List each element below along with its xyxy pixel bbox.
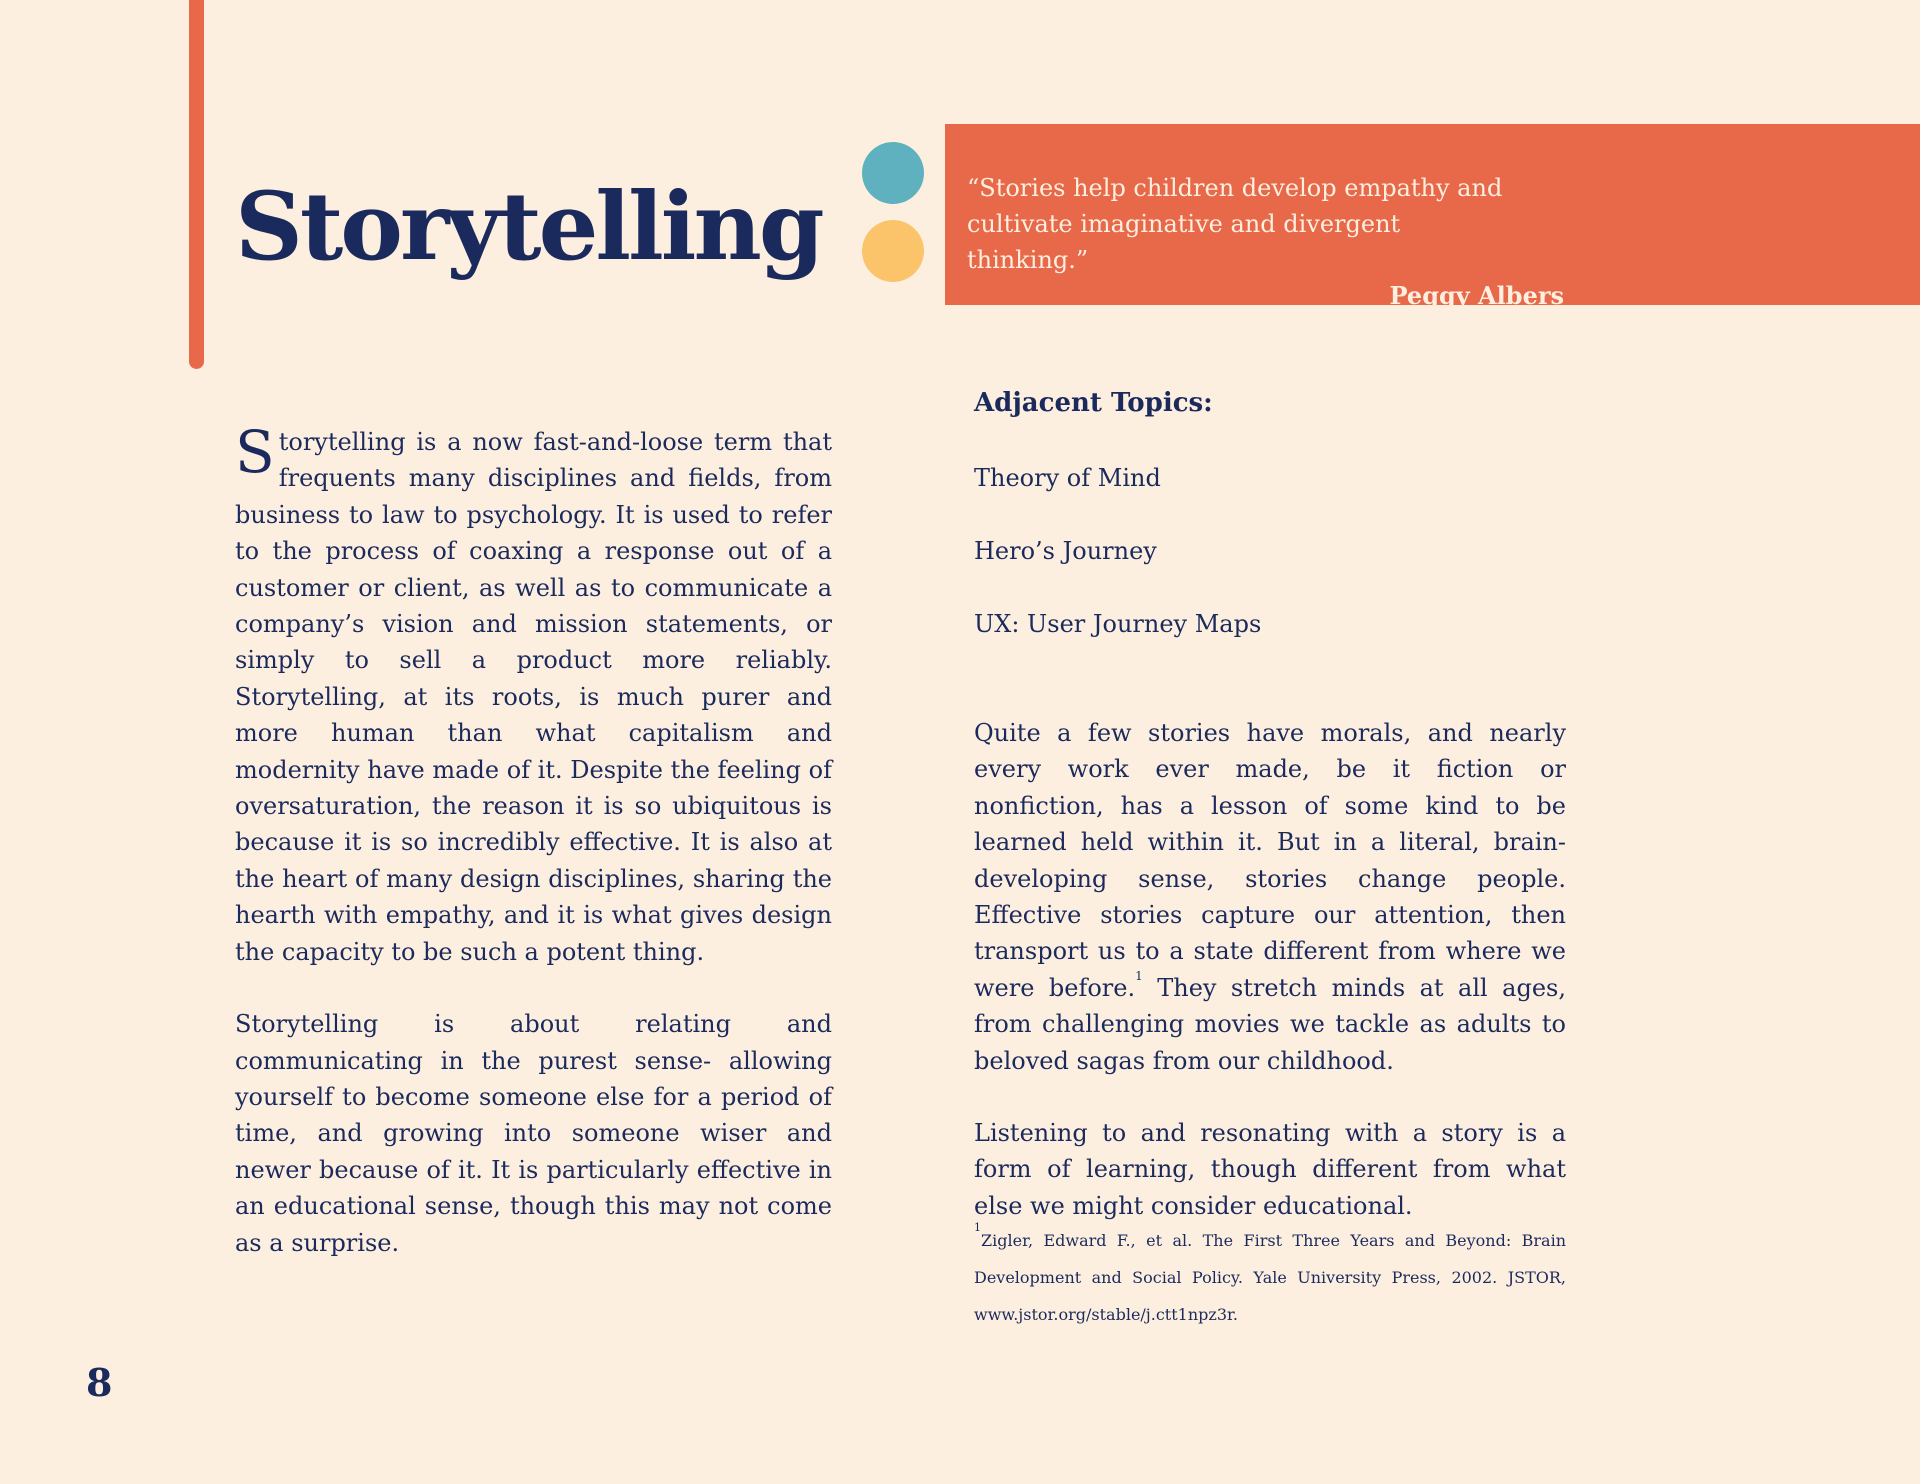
quote-author: Peggy Albers (1389, 281, 1564, 310)
quote-text: “Stories help children develop empathy and cultivate imaginative and divergent thinking.” (967, 174, 1503, 274)
left-column (235, 418, 832, 1261)
footnote-reference: 1 (1135, 968, 1143, 983)
adjacent-topics-heading: Adjacent Topics: (974, 388, 1213, 418)
yellow-circle-decoration (862, 220, 924, 282)
right-paragraph-1-text-a: Quite a few stories have morals, and nearly every work ever made, be it fiction or nonfiction, has a lesson of some kind to be learned held within it. But in a literal, brain-developing sense, stories change people. Effective stories capture our attention, then transport us to a state different from where we were before. (974, 719, 1566, 1002)
right-column (974, 715, 1566, 1224)
accent-bar (189, 0, 204, 369)
drop-cap: S (235, 418, 275, 486)
footnote-marker: 1 (974, 1221, 981, 1234)
adjacent-topic-item: UX: User Journey Maps (974, 610, 1262, 638)
page-title: Storytelling (235, 172, 822, 282)
footnote-text: Zigler, Edward F., et al. The First Three Years and Beyond: Brain Development and Social Policy. Yale University Press, 2002. JSTOR, www.jstor.org/stable/j.ctt1npz3r. (974, 1231, 1566, 1324)
left-paragraph-1-text: torytelling is a now fast-and-loose term that frequents many disciplines and fields, from business to law to psychology. It is used to refer to the process of coaxing a response out of a customer or client, as well as to communicate a company’s vision and mission statements, or simply to sell a product more reliably. Storytelling, at its roots, is much purer and more human than what capitalism and modernity have made of it. Despite the feeling of oversaturation, the reason it is so ubiquitous is because it is so incredibly effective. It is also at the heart of many design disciplines, sharing the hearth with empathy, and it is what gives design the capacity to be such a potent thing. (235, 428, 832, 966)
adjacent-topic-item: Theory of Mind (974, 464, 1161, 492)
left-paragraph-2: Storytelling is about relating and communicating in the purest sense- allowing yourself to become someone else for a period of time, and growing into someone wiser and newer because of it. It is particularly effective in an educational sense, though this may not come as a surprise. (235, 1010, 832, 1257)
teal-circle-decoration (862, 142, 924, 204)
right-paragraph-2: Listening to and resonating with a story is a form of learning, though different from what else we might consider educational. (974, 1119, 1566, 1220)
right-paragraph-1-text-b: They stretch minds at all ages, from challenging movies we tackle as adults to beloved sagas from our childhood. (974, 973, 1566, 1075)
adjacent-topics-list (974, 460, 1261, 679)
right-paragraph-1 (974, 715, 1566, 1079)
footnote (974, 1222, 1566, 1333)
left-paragraph-1 (235, 418, 832, 970)
pull-quote (945, 124, 1920, 310)
adjacent-topic-item: Hero’s Journey (974, 537, 1157, 565)
page-number: 8 (86, 1360, 113, 1405)
